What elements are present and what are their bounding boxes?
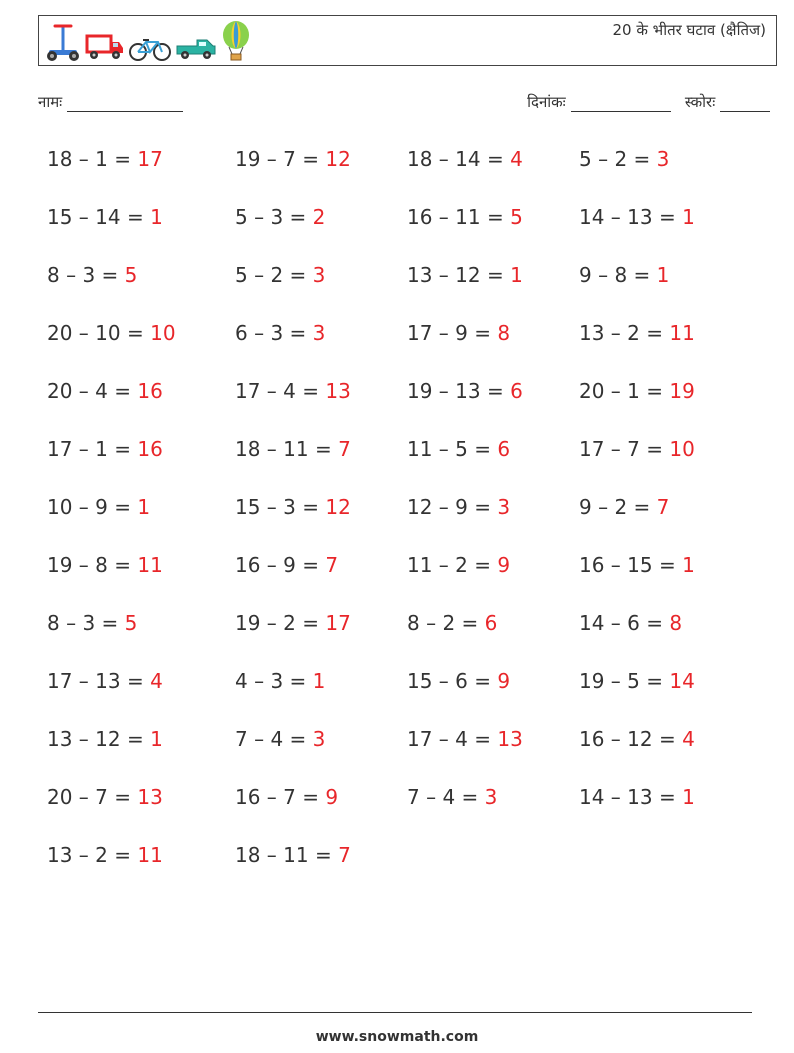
subtraction-problem (47, 727, 163, 751)
subtraction-problem (235, 843, 351, 867)
problem-answer: 7 (338, 437, 351, 461)
score-blank[interactable] (720, 96, 770, 112)
problem-expression: 20 – 7 = (47, 785, 138, 809)
subtraction-problem (47, 495, 150, 519)
problem-answer: 7 (338, 843, 351, 867)
subtraction-problem (235, 263, 325, 287)
problem-expression: 15 – 6 = (407, 669, 498, 693)
subtraction-problem (407, 147, 523, 171)
subtraction-problem (47, 669, 163, 693)
problem-answer: 1 (312, 669, 326, 693)
subtraction-problem (579, 437, 695, 461)
subtraction-problem (407, 611, 497, 635)
problem-answer: 1 (656, 263, 670, 287)
subtraction-problem (47, 611, 137, 635)
subtraction-problem (47, 437, 163, 461)
problem-expression: 4 – 3 = (235, 669, 313, 693)
subtraction-problem (407, 437, 510, 461)
worksheet-title: 20 के भीतर घटाव (क्षैतिज) (612, 21, 766, 39)
problem-expression: 20 – 10 = (47, 321, 151, 345)
subtraction-problem (407, 553, 510, 577)
problem-answer: 5 (124, 611, 138, 635)
problem-expression: 19 – 13 = (407, 379, 511, 403)
problem-answer: 1 (682, 205, 695, 229)
subtraction-problem (47, 379, 163, 403)
problem-expression: 12 – 9 = (407, 495, 498, 519)
subtraction-problem (235, 379, 351, 403)
problem-answer: 9 (497, 669, 511, 693)
problem-answer: 16 (137, 437, 163, 461)
name-label: नामः (38, 93, 63, 111)
problem-expression: 10 – 9 = (47, 495, 138, 519)
problem-expression: 14 – 13 = (579, 785, 683, 809)
subtraction-problem (579, 495, 669, 519)
problem-answer: 3 (656, 147, 670, 171)
date-score-fields (527, 92, 770, 112)
problem-expression: 14 – 13 = (579, 205, 683, 229)
date-blank[interactable] (571, 96, 671, 112)
problem-answer: 10 (669, 437, 695, 461)
subtraction-problem (235, 553, 338, 577)
problem-expression: 17 – 4 = (407, 727, 498, 751)
subtraction-problem (579, 553, 695, 577)
problem-expression: 17 – 1 = (47, 437, 138, 461)
subtraction-problem (579, 611, 682, 635)
problem-expression: 15 – 3 = (235, 495, 326, 519)
problem-expression: 7 – 4 = (235, 727, 313, 751)
problem-expression: 19 – 8 = (47, 553, 138, 577)
problem-expression: 16 – 9 = (235, 553, 326, 577)
problem-expression: 16 – 12 = (579, 727, 683, 751)
footer-divider (38, 1012, 752, 1013)
subtraction-problem (407, 263, 523, 287)
subtraction-problem (235, 611, 351, 635)
problem-answer: 3 (484, 785, 498, 809)
subtraction-problem (407, 379, 523, 403)
problem-answer: 14 (669, 669, 695, 693)
problem-expression: 20 – 4 = (47, 379, 138, 403)
subtraction-problem (235, 669, 325, 693)
score-label: स्कोरः (684, 93, 716, 111)
problem-answer: 1 (510, 263, 523, 287)
subtraction-problem (579, 785, 695, 809)
header-icons (45, 20, 251, 62)
problem-answer: 17 (137, 147, 163, 171)
hot-air-balloon-icon (221, 20, 251, 62)
bicycle-icon (129, 34, 171, 62)
problem-answer: 8 (669, 611, 683, 635)
subtraction-problem (407, 321, 510, 345)
subtraction-problem (579, 205, 695, 229)
problem-expression: 18 – 14 = (407, 147, 511, 171)
problem-answer: 11 (137, 843, 163, 867)
name-blank[interactable] (67, 96, 183, 112)
problem-answer: 13 (137, 785, 163, 809)
problem-expression: 19 – 7 = (235, 147, 326, 171)
problem-answer: 17 (325, 611, 351, 635)
problem-expression: 15 – 14 = (47, 205, 151, 229)
date-label: दिनांकः (527, 93, 566, 111)
problem-expression: 11 – 5 = (407, 437, 498, 461)
subtraction-problem (47, 321, 176, 345)
problem-expression: 16 – 7 = (235, 785, 326, 809)
problem-expression: 19 – 2 = (235, 611, 326, 635)
problem-expression: 19 – 5 = (579, 669, 670, 693)
problem-answer: 7 (325, 553, 339, 577)
problem-answer: 1 (682, 553, 695, 577)
problem-answer: 5 (510, 205, 523, 229)
problem-answer: 4 (682, 727, 695, 751)
subtraction-problem (47, 553, 163, 577)
subtraction-problem (47, 205, 163, 229)
problem-answer: 11 (137, 553, 163, 577)
problem-expression: 6 – 3 = (235, 321, 313, 345)
problem-answer: 1 (150, 205, 163, 229)
subtraction-problem (407, 205, 523, 229)
problem-expression: 17 – 13 = (47, 669, 151, 693)
subtraction-problem (579, 147, 669, 171)
problem-expression: 9 – 8 = (579, 263, 657, 287)
problem-expression: 17 – 7 = (579, 437, 670, 461)
name-field (38, 92, 183, 112)
pickup-truck-icon (175, 34, 217, 62)
scooter-icon (45, 22, 81, 62)
problem-answer: 3 (312, 727, 326, 751)
problem-answer: 1 (682, 785, 695, 809)
problem-expression: 18 – 11 = (235, 437, 339, 461)
problem-expression: 9 – 2 = (579, 495, 657, 519)
problem-expression: 13 – 2 = (47, 843, 138, 867)
problem-answer: 8 (497, 321, 511, 345)
subtraction-problem (407, 785, 497, 809)
problem-expression: 16 – 11 = (407, 205, 511, 229)
problem-answer: 4 (510, 147, 523, 171)
problem-expression: 13 – 12 = (407, 263, 511, 287)
problem-answer: 13 (497, 727, 523, 751)
subtraction-problem (579, 263, 669, 287)
subtraction-problem (579, 727, 695, 751)
problem-expression: 7 – 4 = (407, 785, 485, 809)
problem-expression: 18 – 1 = (47, 147, 138, 171)
subtraction-problem (47, 147, 163, 171)
problem-expression: 5 – 3 = (235, 205, 313, 229)
problem-answer: 6 (510, 379, 523, 403)
problem-expression: 8 – 3 = (47, 611, 125, 635)
subtraction-problem (235, 495, 351, 519)
truck-icon (85, 32, 125, 62)
problem-answer: 4 (150, 669, 163, 693)
problem-expression: 17 – 4 = (235, 379, 326, 403)
problem-expression: 11 – 2 = (407, 553, 498, 577)
header-box (38, 15, 777, 66)
problem-answer: 2 (312, 205, 326, 229)
problem-answer: 6 (484, 611, 498, 635)
problem-answer: 3 (312, 263, 326, 287)
subtraction-problem (407, 495, 510, 519)
problem-expression: 13 – 2 = (579, 321, 670, 345)
subtraction-problem (407, 727, 523, 751)
subtraction-problem (47, 785, 163, 809)
subtraction-problem (235, 321, 325, 345)
subtraction-problem (579, 321, 695, 345)
subtraction-problem (407, 669, 510, 693)
problem-expression: 13 – 12 = (47, 727, 151, 751)
problem-answer: 13 (325, 379, 351, 403)
subtraction-problem (235, 785, 338, 809)
subtraction-problem (235, 727, 325, 751)
subtraction-problem (235, 437, 351, 461)
subtraction-problem (47, 843, 163, 867)
problem-answer: 16 (137, 379, 163, 403)
problem-expression: 16 – 15 = (579, 553, 683, 577)
subtraction-problem (579, 669, 695, 693)
problem-answer: 1 (137, 495, 151, 519)
problem-answer: 11 (669, 321, 695, 345)
subtraction-problem (235, 205, 325, 229)
problem-expression: 18 – 11 = (235, 843, 339, 867)
problem-answer: 3 (312, 321, 326, 345)
problem-expression: 14 – 6 = (579, 611, 670, 635)
problem-answer: 12 (325, 147, 351, 171)
problem-answer: 6 (497, 437, 511, 461)
problem-expression: 17 – 9 = (407, 321, 498, 345)
subtraction-problem (235, 147, 351, 171)
problem-answer: 9 (497, 553, 511, 577)
problem-answer: 7 (656, 495, 670, 519)
problem-answer: 12 (325, 495, 351, 519)
problem-expression: 8 – 3 = (47, 263, 125, 287)
problem-expression: 8 – 2 = (407, 611, 485, 635)
problem-answer: 10 (150, 321, 176, 345)
problem-answer: 3 (497, 495, 511, 519)
subtraction-problem (47, 263, 137, 287)
problem-expression: 5 – 2 = (579, 147, 657, 171)
problem-expression: 20 – 1 = (579, 379, 670, 403)
problem-answer: 9 (325, 785, 339, 809)
subtraction-problem (579, 379, 695, 403)
footer-url: www.snowmath.com (315, 1029, 479, 1045)
problem-expression: 5 – 2 = (235, 263, 313, 287)
problem-answer: 1 (150, 727, 163, 751)
problem-answer: 5 (124, 263, 138, 287)
problem-answer: 19 (669, 379, 695, 403)
